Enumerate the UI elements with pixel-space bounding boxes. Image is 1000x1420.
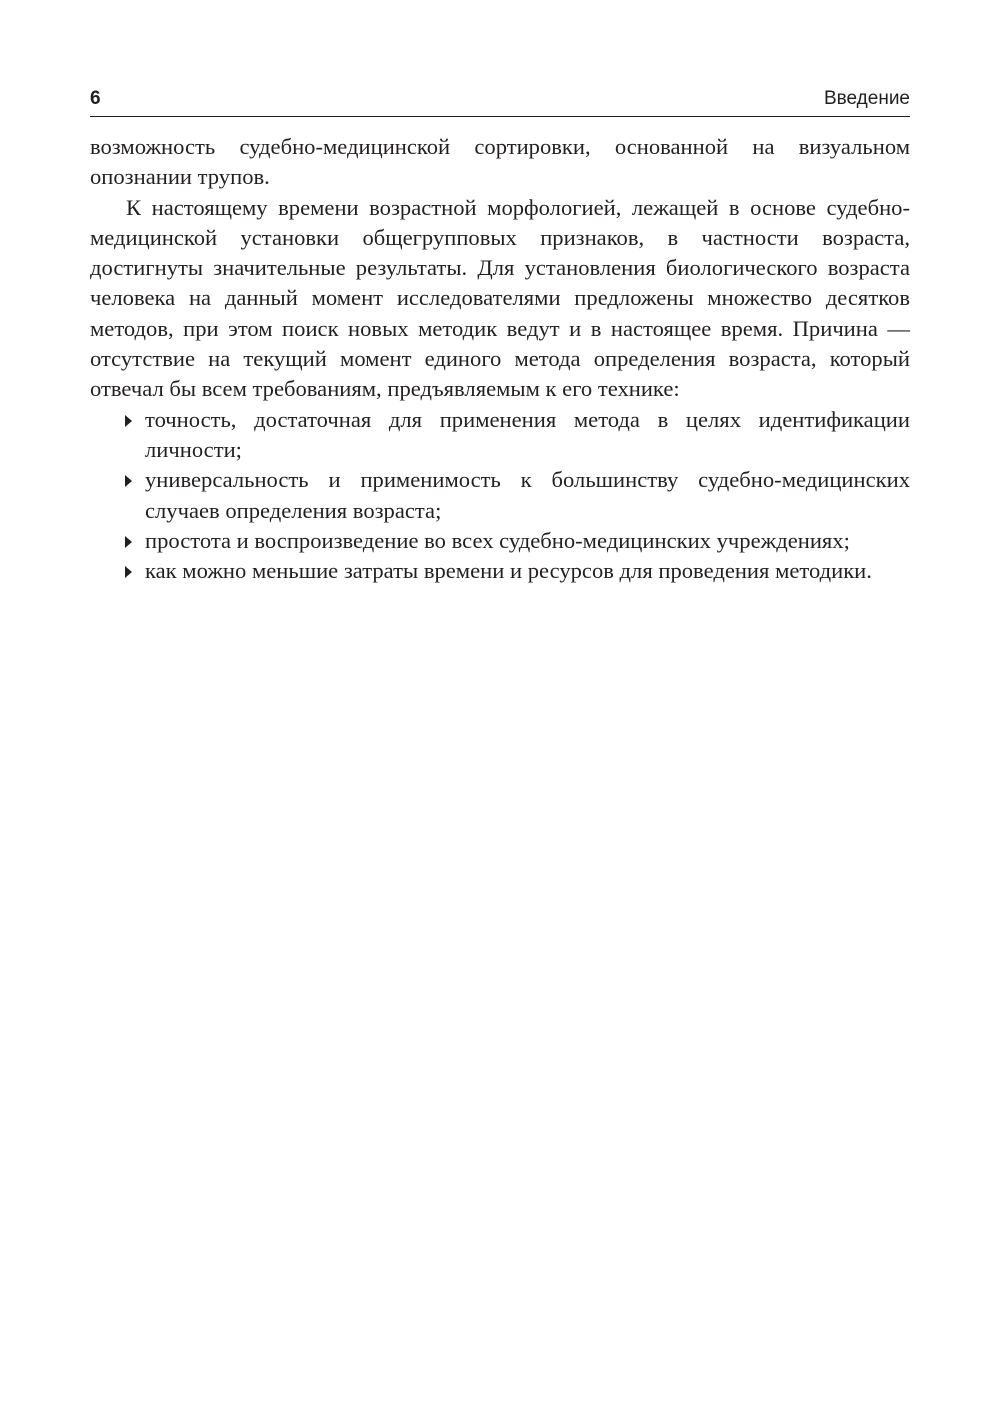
- page-number: 6: [90, 88, 101, 109]
- running-title: Введение: [823, 88, 910, 109]
- triangle-bullet-icon: [125, 536, 132, 548]
- paragraph-main: К настоящему времени возрастной морфологией, лежащей в основе судебно-медицинской установки общегрупповых признаков, в частности возраста, достигнуты значительные результаты. Для установления биологического возраста человека на данный момент исследователями предложены множество десятков методов, при этом поиск новых методик ведут и в настоящее время. Причина — отсутствие на текущий момент единого метода определения возраста, который отвечал бы всем требованиям, предъявляемым к его технике:: [90, 194, 910, 402]
- requirements-list: [90, 405, 910, 587]
- triangle-bullet-icon: [125, 415, 132, 427]
- triangle-bullet-icon: [125, 475, 132, 487]
- list-item-text: точность, достаточная для применения метода в целях идентификации личности;: [145, 406, 910, 462]
- list-item: [145, 526, 910, 556]
- list-item-text: универсальность и применимость к большинству судебно-медицинских случаев определения возраста;: [145, 467, 910, 523]
- list-item: [145, 405, 910, 466]
- list-item: [145, 465, 910, 526]
- list-item: [145, 556, 910, 586]
- list-item-text: как можно меньшие затраты времени и ресурсов для проведения методики.: [145, 558, 872, 584]
- page-header: [90, 86, 910, 117]
- triangle-bullet-icon: [125, 566, 132, 578]
- list-item-text: простота и воспроизведение во всех судебно-медицинских учреждениях;: [145, 527, 850, 553]
- page-content: [90, 132, 910, 586]
- paragraph-continued: возможность судебно-медицинской сортировки, основанной на визуальном опознании трупов.: [90, 134, 910, 190]
